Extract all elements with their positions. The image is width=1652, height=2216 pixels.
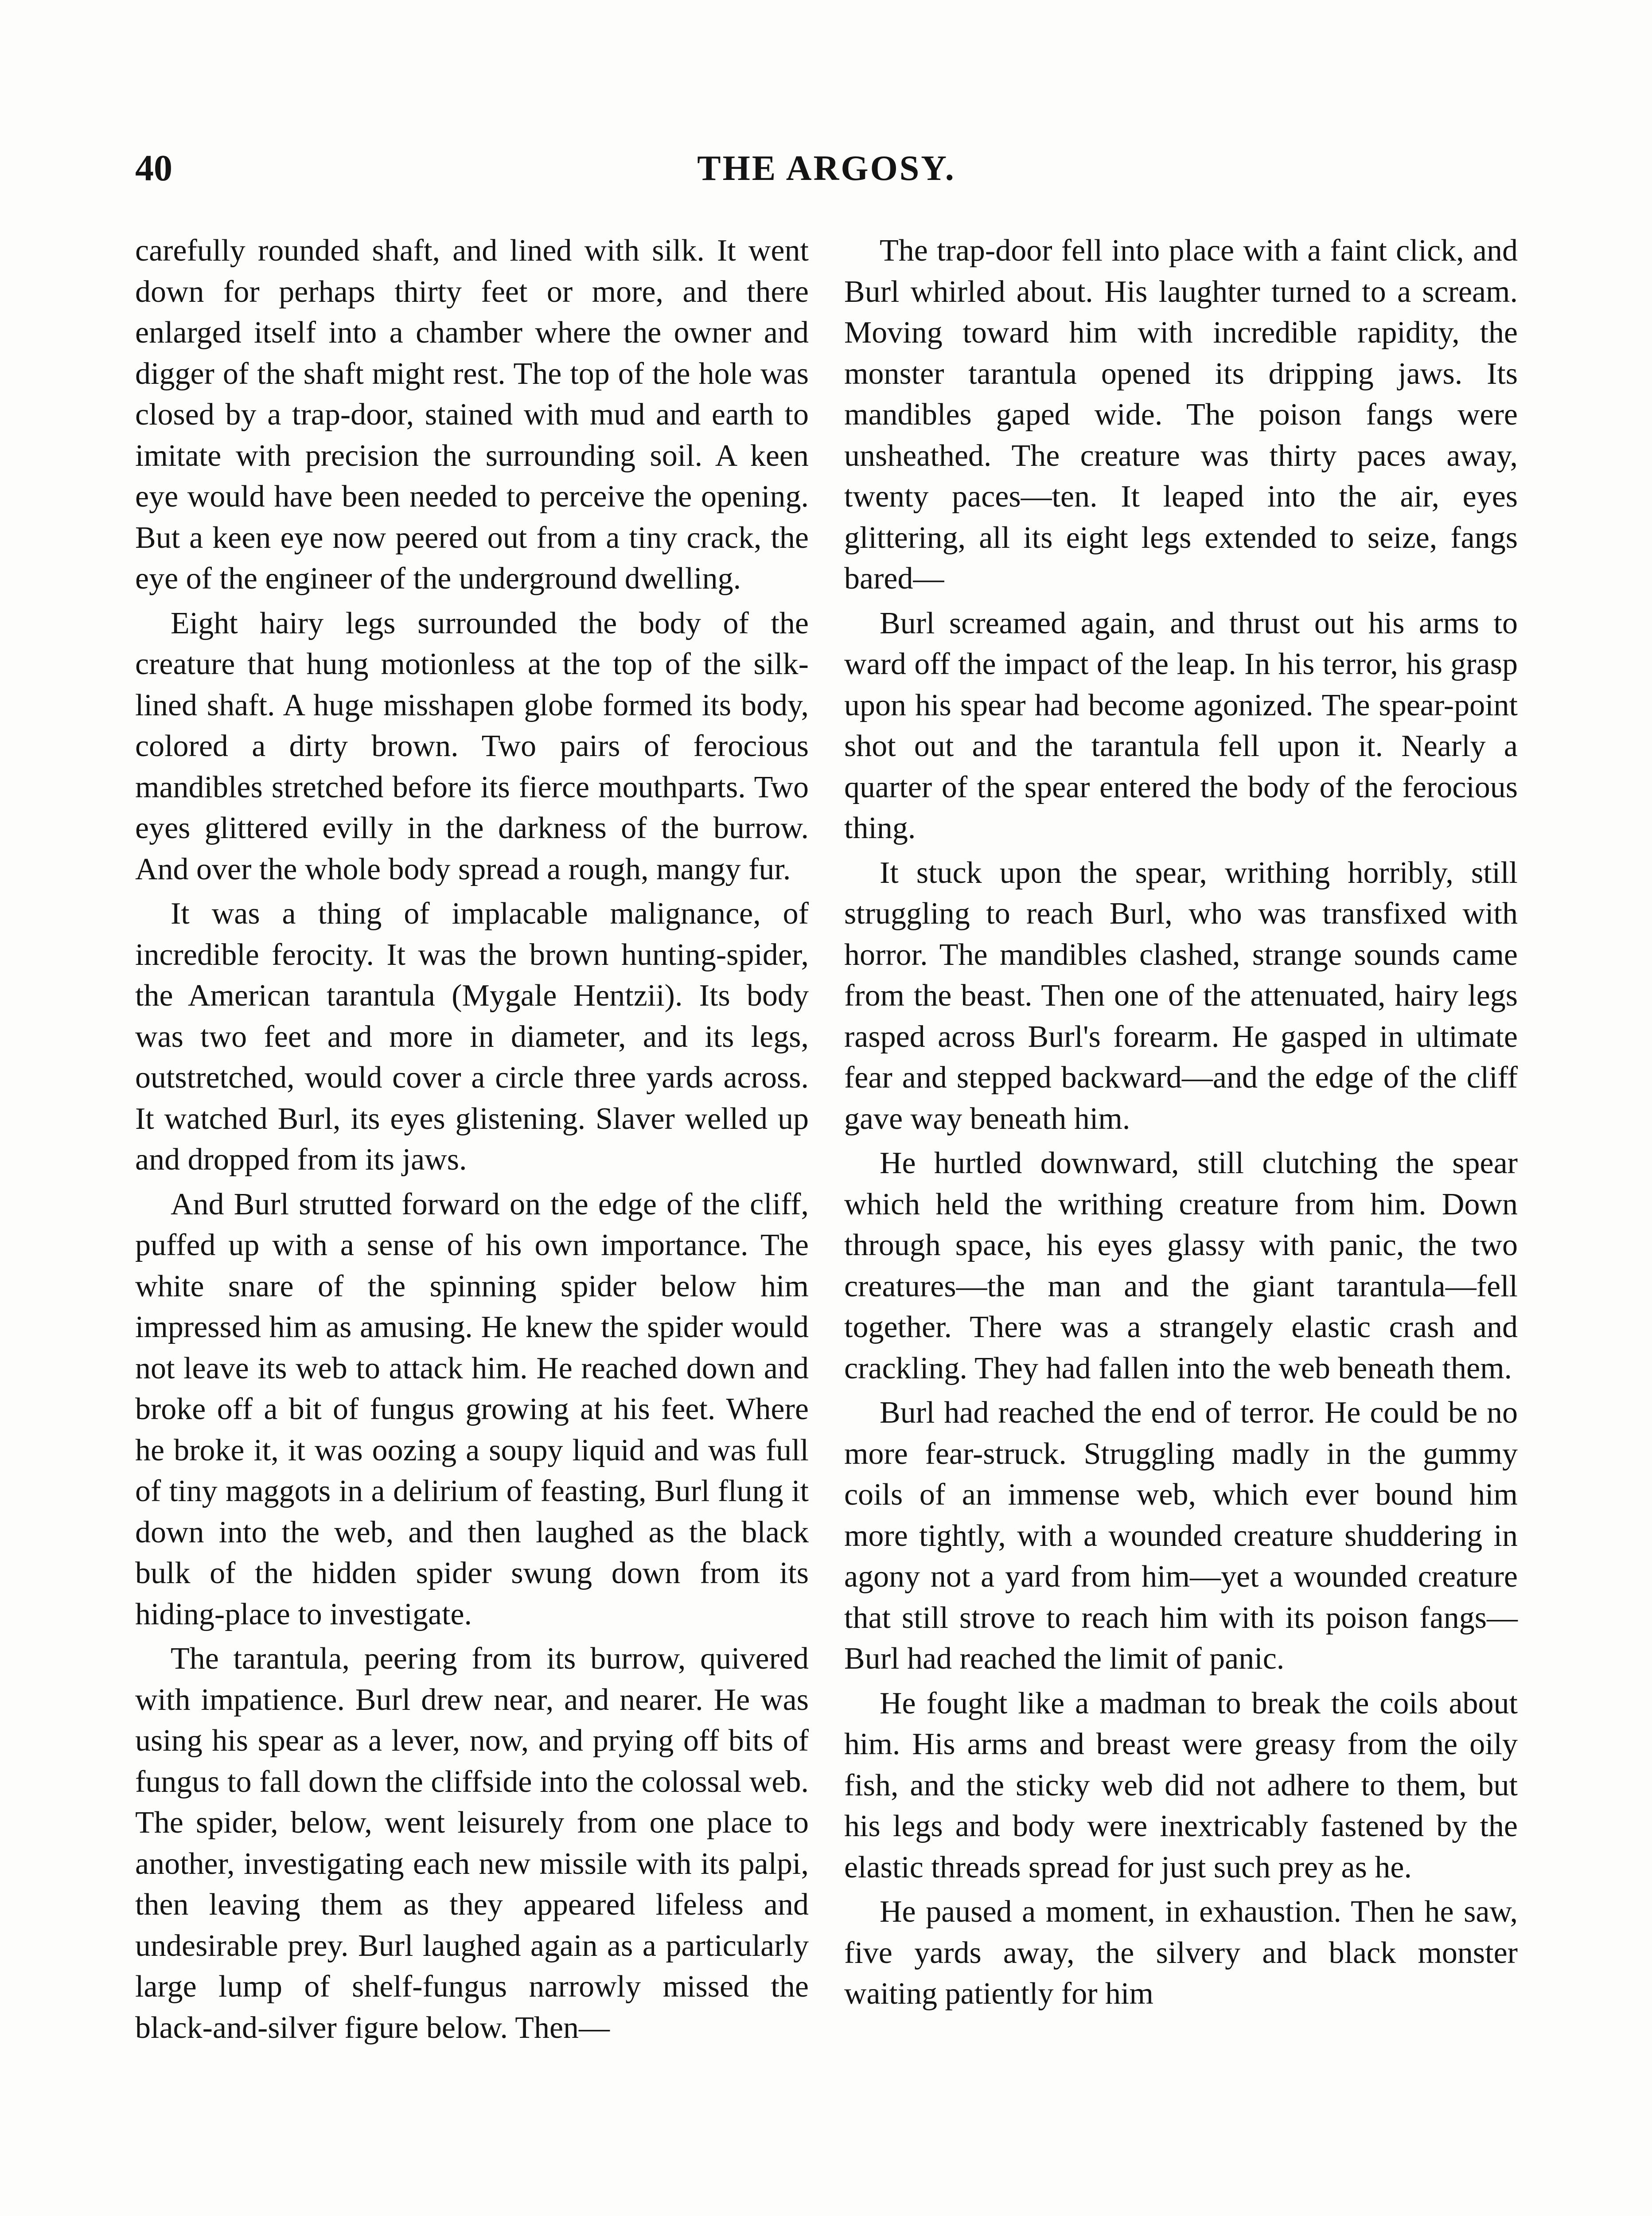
paragraph: Burl screamed again, and thrust out his arms to ward off the impact of the leap. In his terror, his grasp upon his spear had become agonized. The spear-point shot out and the tarantula fell upon it. Nearly a quarter of the spear entered the body of the ferocious thing. xyxy=(844,606,1518,845)
running-title: THE ARGOSY. xyxy=(697,149,956,188)
paragraph: He fought like a madman to break the coils about him. His arms and breast were greasy from the oily fish, and the sticky web did not adhere to them, but his legs and body were inextricably fastened by the elastic threads spread for just such prey as he. xyxy=(844,1686,1518,1884)
paragraph: The tarantula, peering from its burrow, quivered with impatience. Burl drew near, and nearer. He was using his spear as a lever, now, and prying off bits of fungus to fall down the cliffside into the colossal web. The spider, below, went leisurely from one place to another, investigating each new missile with its palpi, then leaving them as they appeared lifeless and undesirable prey. Burl laughed again as a particularly large lump of shelf-fungus narrowly missed the black-and-silver figure below. Then— xyxy=(135,1642,809,2045)
paragraph: It stuck upon the spear, writhing horribly, still struggling to reach Burl, who was transfixed with horror. The mandibles clashed, strange sounds came from the beast. Then one of the attenuated, hairy legs rasped across Burl's forearm. He gasped in ultimate fear and stepped backward—and the edge of the cliff gave way beneath him. xyxy=(844,855,1518,1136)
paragraph: Eight hairy legs surrounded the body of the creature that hung motionless at the top of the silk-lined shaft. A huge misshapen globe formed its body, colored a dirty brown. Two pairs of ferocious mandibles stretched before its fierce mouthparts. Two eyes glittered evilly in the darkness of the burrow. And over the whole body spread a rough, mangy fur. xyxy=(135,606,809,886)
right-column xyxy=(844,230,1518,2015)
page-header xyxy=(135,146,1518,199)
left-column xyxy=(135,230,809,2048)
page-number: 40 xyxy=(135,148,172,189)
paragraph: The trap-door fell into place with a faint click, and Burl whirled about. His laughter turned to a scream. Moving toward him with incredible rapidity, the monster tarantula opened its dripping jaws. Its mandibles gaped wide. The poison fangs were unsheathed. The creature was thirty paces away, twenty paces—ten. It leaped into the air, eyes glittering, all its eight legs extended to seize, fangs bared— xyxy=(844,234,1518,596)
paragraph: Burl had reached the end of terror. He could be no more fear-struck. Struggling madly in the gummy coils of an immense web, which ever bound him more tightly, with a wounded creature shuddering in agony not a yard from him—yet a wounded creature that still strove to reach him with its poison fangs—Burl had reached the limit of panic. xyxy=(844,1396,1518,1676)
paragraph: He paused a moment, in exhaustion. Then he saw, five yards away, the silvery and black monster waiting patiently for him xyxy=(844,1895,1518,2011)
paragraph: He hurtled downward, still clutching the spear which held the writhing creature from him. Down through space, his eyes glassy with panic, the two creatures—the man and the giant tarantula—fell together. There was a strangely elastic crash and crackling. They had fallen into the web beneath them. xyxy=(844,1146,1518,1385)
paragraph: And Burl strutted forward on the edge of the cliff, puffed up with a sense of his own importance. The white snare of the spinning spider below him impressed him as amusing. He knew the spider would not leave its web to attack him. He reached down and broke off a bit of fungus growing at his feet. Where he broke it, it was oozing a soupy liquid and was full of tiny maggots in a delirium of feasting, Burl flung it down into the web, and then laughed as the black bulk of the hidden spider swung down from its hiding-place to investigate. xyxy=(135,1187,809,1631)
paragraph: It was a thing of implacable malignance, of incredible ferocity. It was the brown hunting-spider, the American tarantula (Mygale Hentzii). Its body was two feet and more in diameter, and its legs, outstretched, would cover a circle three yards across. It watched Burl, its eyes glistening. Slaver welled up and dropped from its jaws. xyxy=(135,897,809,1177)
paragraph: carefully rounded shaft, and lined with silk. It went down for perhaps thirty feet or more, and there enlarged itself into a chamber where the owner and digger of the shaft might rest. The top of the hole was closed by a trap-door, stained with mud and earth to imitate with precision the surrounding soil. A keen eye would have been needed to perceive the opening. But a keen eye now peered out from a tiny crack, the eye of the engineer of the underground dwelling. xyxy=(135,234,809,596)
